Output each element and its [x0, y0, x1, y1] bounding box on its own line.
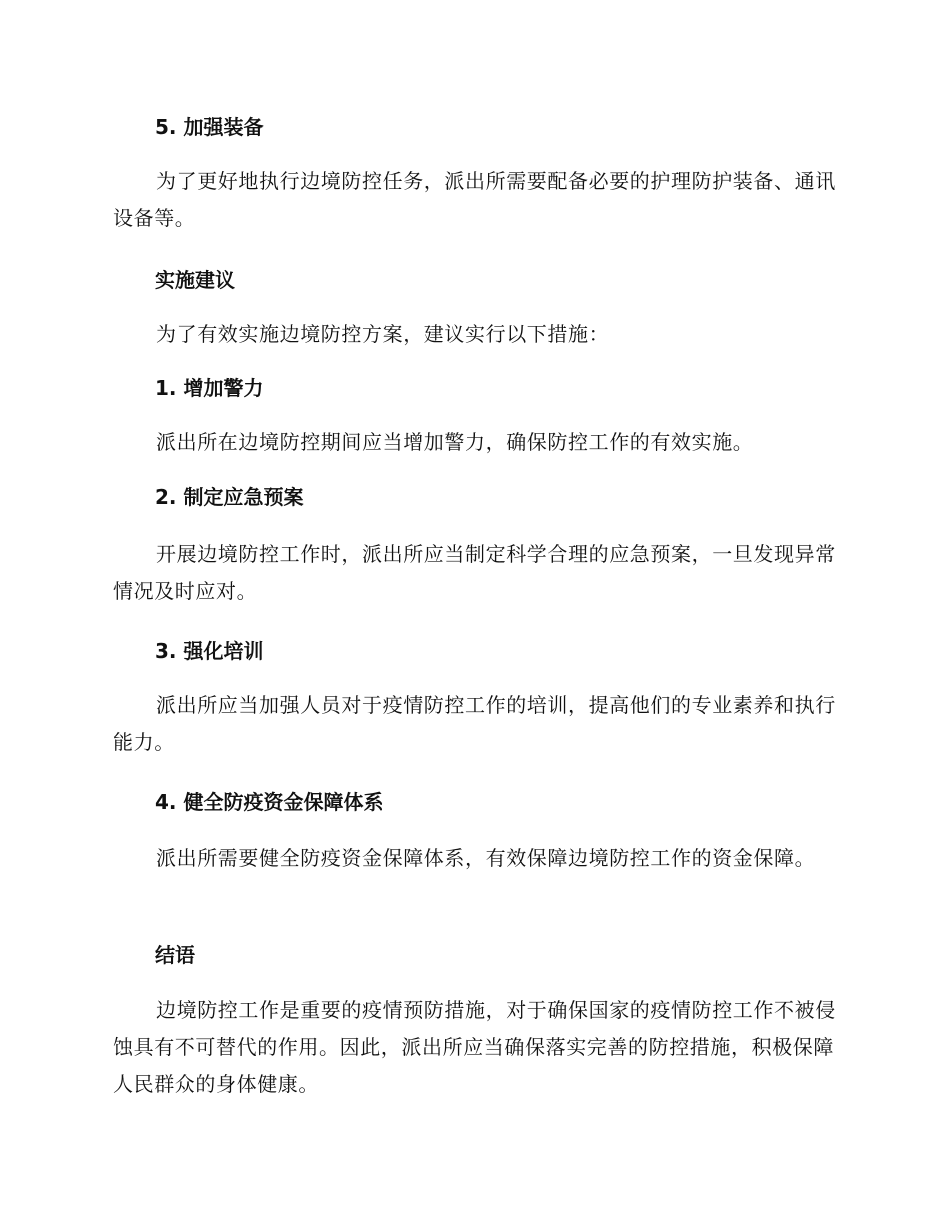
heading-conclusion: 结语 — [155, 943, 195, 967]
paragraph-funding-system: 派出所需要健全防疫资金保障体系，有效保障边境防控工作的资金保障。 — [156, 846, 816, 870]
paragraph-strengthen-equipment: 为了更好地执行边境防控任务，派出所需要配备必要的护理防护装备、通讯设备等。 — [113, 169, 836, 230]
paragraph-increase-police: 派出所在边境防控期间应当增加警力，确保防控工作的有效实施。 — [156, 430, 754, 454]
paragraph-emergency-plan: 开展边境防控工作时，派出所应当制定科学合理的应急预案，一旦发现异常情况及时应对。 — [113, 542, 836, 603]
paragraph-conclusion: 边境防控工作是重要的疫情预防措施，对于确保国家的疫情防控工作不被侵蚀具有不可替代的作用。因此，派出所应当确保落实完善的防控措施，积极保障人民群众的身体健康。 — [113, 998, 836, 1096]
paragraph-implementation-suggestions: 为了有效实施边境防控方案，建议实行以下措施： — [156, 322, 610, 346]
heading-emergency-plan: 2. 制定应急预案 — [155, 485, 304, 509]
heading-strengthen-equipment: 5. 加强装备 — [155, 115, 264, 139]
heading-funding-system: 4. 健全防疫资金保障体系 — [155, 790, 384, 814]
heading-increase-police: 1. 增加警力 — [155, 376, 264, 400]
heading-strengthen-training: 3. 强化培训 — [155, 639, 264, 663]
paragraph-strengthen-training: 派出所应当加强人员对于疫情防控工作的培训，提高他们的专业素养和执行能力。 — [113, 693, 836, 754]
heading-implementation-suggestions: 实施建议 — [155, 268, 235, 292]
